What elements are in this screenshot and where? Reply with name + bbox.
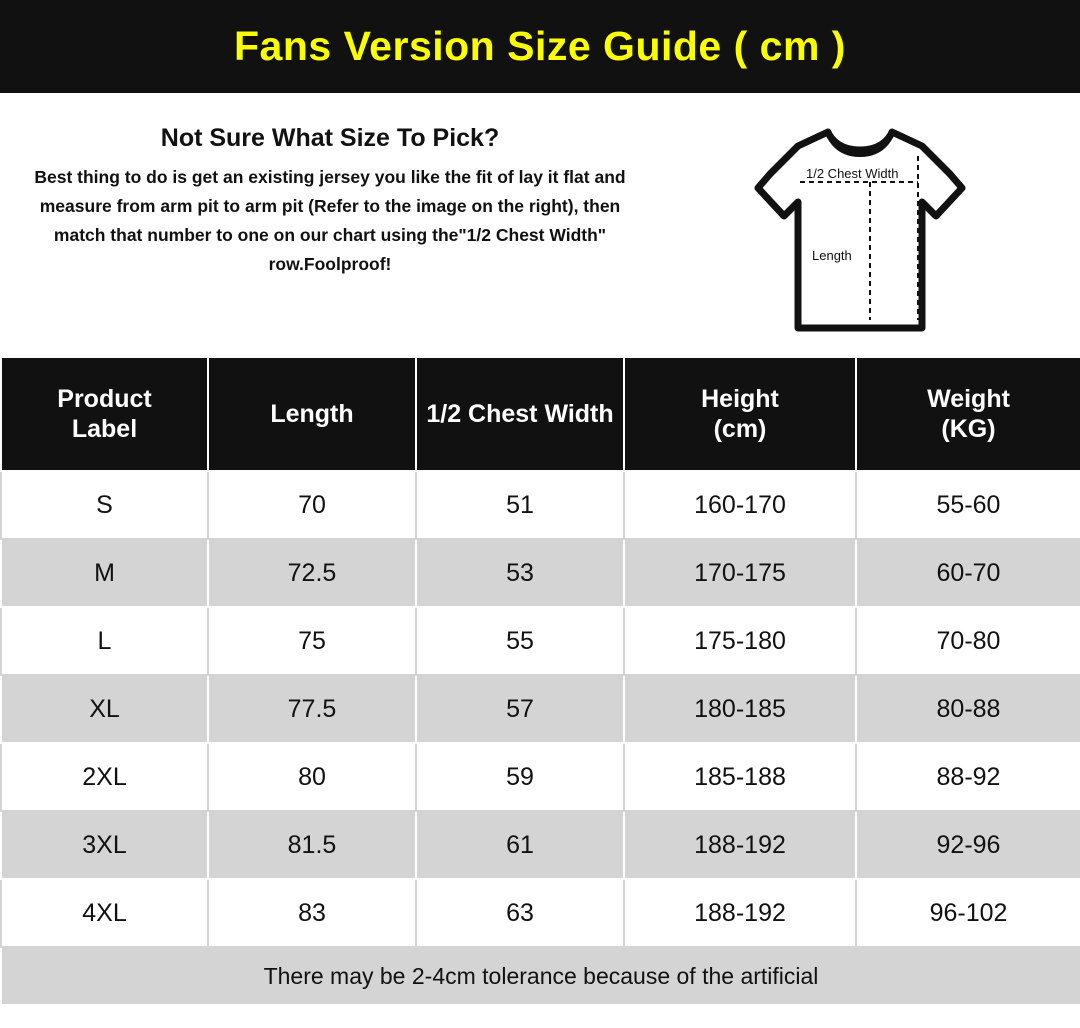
cell-height: 170-175	[624, 539, 856, 607]
header-main: Product	[57, 385, 152, 413]
column-header-weight	[856, 357, 1080, 471]
intro-text-block	[10, 114, 650, 279]
cell-chest-width: 59	[416, 743, 624, 811]
cell-weight: 96-102	[856, 879, 1080, 947]
cell-height: 188-192	[624, 811, 856, 879]
table-row	[1, 675, 1080, 743]
cell-chest-width: 55	[416, 607, 624, 675]
intro-heading: Not Sure What Size To Pick?	[160, 124, 500, 152]
table-row	[1, 811, 1080, 879]
cell-length: 70	[208, 471, 416, 539]
cell-length: 72.5	[208, 539, 416, 607]
header-main: Weight	[927, 385, 1010, 413]
intro-body	[24, 163, 636, 279]
cell-weight: 80-88	[856, 675, 1080, 743]
length-label: Length	[812, 248, 852, 263]
cell-chest-width: 57	[416, 675, 624, 743]
header-sub: Label	[71, 415, 138, 443]
cell-chest-width: 61	[416, 811, 624, 879]
tshirt-diagram	[650, 114, 1070, 345]
header-sub: (cm)	[713, 415, 767, 443]
intro-line-4: Chest Width" row.Foolproof!	[268, 224, 607, 274]
intro-line-3-quoted: "1/2	[458, 224, 491, 245]
cell-size: XL	[1, 675, 208, 743]
page-title: Fans Version Size Guide ( cm )	[234, 23, 846, 69]
cell-size: L	[1, 607, 208, 675]
header-main: Length	[270, 400, 354, 428]
table-header-row	[1, 357, 1080, 471]
cell-height: 175-180	[624, 607, 856, 675]
cell-height: 188-192	[624, 879, 856, 947]
cell-chest-width: 53	[416, 539, 624, 607]
cell-length: 81.5	[208, 811, 416, 879]
tshirt-icon	[750, 120, 970, 345]
header-banner	[0, 0, 1080, 96]
intro-line-3: right), then match that number to one on our chart using the	[53, 195, 621, 245]
chest-width-label: 1/2 Chest Width	[806, 166, 899, 181]
cell-size: 2XL	[1, 743, 208, 811]
cell-weight: 60-70	[856, 539, 1080, 607]
intro-line-1: Best thing to do is get an existing jersey you like the fit of lay it flat	[34, 167, 590, 187]
cell-weight: 55-60	[856, 471, 1080, 539]
cell-height: 160-170	[624, 471, 856, 539]
cell-length: 80	[208, 743, 416, 811]
cell-weight: 92-96	[856, 811, 1080, 879]
column-header-product-label	[1, 357, 208, 471]
cell-length: 77.5	[208, 675, 416, 743]
header-main: Height	[701, 385, 779, 413]
table-footnote-row	[1, 947, 1080, 1005]
column-header-chest-width	[416, 357, 624, 471]
intro-section	[0, 96, 1080, 356]
table-head	[1, 357, 1080, 471]
cell-height: 180-185	[624, 675, 856, 743]
header-main: 1/2 Chest Width	[426, 400, 614, 428]
cell-height: 185-188	[624, 743, 856, 811]
cell-size: S	[1, 471, 208, 539]
table-row	[1, 743, 1080, 811]
table-row	[1, 471, 1080, 539]
column-header-height	[624, 357, 856, 471]
cell-chest-width: 63	[416, 879, 624, 947]
column-header-length	[208, 357, 416, 471]
size-table	[0, 356, 1080, 1006]
table-row	[1, 539, 1080, 607]
cell-size: 4XL	[1, 879, 208, 947]
cell-weight: 70-80	[856, 607, 1080, 675]
table-body	[1, 471, 1080, 1005]
table-row	[1, 607, 1080, 675]
cell-chest-width: 51	[416, 471, 624, 539]
cell-size: M	[1, 539, 208, 607]
cell-size: 3XL	[1, 811, 208, 879]
table-row	[1, 879, 1080, 947]
tolerance-note: There may be 2-4cm tolerance because of the artificial	[1, 947, 1080, 1005]
cell-weight: 88-92	[856, 743, 1080, 811]
cell-length: 75	[208, 607, 416, 675]
header-sub: (KG)	[941, 415, 996, 443]
intro-line-2: and measure from arm pit to arm pit (Refer to the image on the	[39, 167, 626, 216]
cell-length: 83	[208, 879, 416, 947]
